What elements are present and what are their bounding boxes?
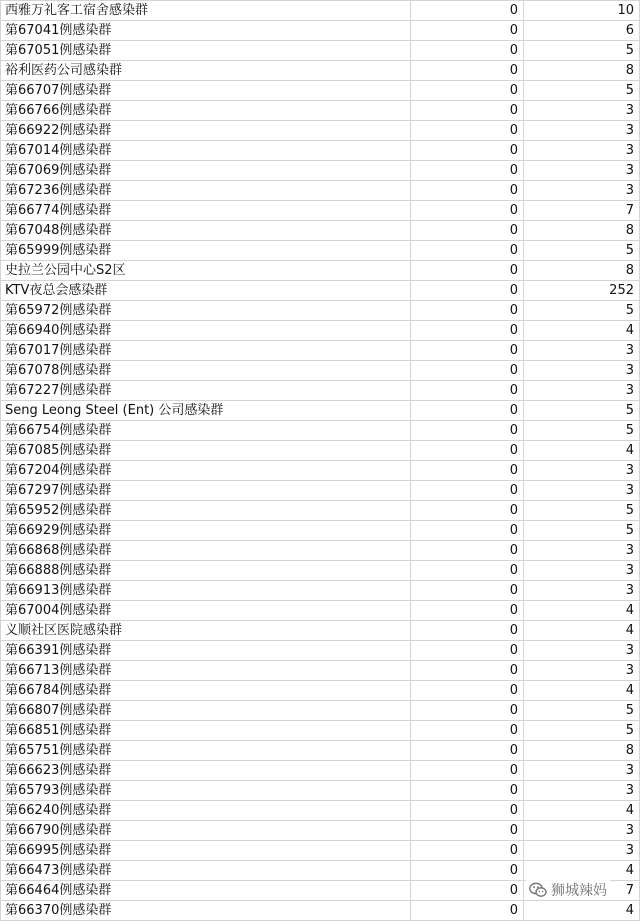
new-cases-cell[interactable]: 0: [411, 141, 524, 161]
total-cases-cell[interactable]: 4: [524, 681, 640, 701]
table-row: [1, 541, 640, 561]
new-cases-cell[interactable]: 0: [411, 401, 524, 421]
cluster-name-cell[interactable]: 第66707例感染群: [1, 81, 411, 101]
cluster-name-cell[interactable]: 第66464例感染群: [1, 881, 411, 901]
total-cases-cell[interactable]: 5: [524, 521, 640, 541]
new-cases-cell[interactable]: 0: [411, 441, 524, 461]
new-cases-cell[interactable]: 0: [411, 221, 524, 241]
total-cases-cell[interactable]: 4: [524, 861, 640, 881]
table-row: [1, 61, 640, 81]
table-row: [1, 661, 640, 681]
table-row: [1, 221, 640, 241]
table-row: [1, 601, 640, 621]
new-cases-cell[interactable]: 0: [411, 861, 524, 881]
total-cases-cell[interactable]: 8: [524, 221, 640, 241]
cluster-name-cell[interactable]: 第65751例感染群: [1, 741, 411, 761]
table-row: [1, 701, 640, 721]
total-cases-cell[interactable]: 3: [524, 161, 640, 181]
table-row: [1, 561, 640, 581]
total-cases-cell[interactable]: 4: [524, 621, 640, 641]
new-cases-cell[interactable]: 0: [411, 541, 524, 561]
new-cases-cell[interactable]: 0: [411, 81, 524, 101]
new-cases-cell[interactable]: 0: [411, 721, 524, 741]
table-row: [1, 41, 640, 61]
cluster-name-cell[interactable]: 第65952例感染群: [1, 501, 411, 521]
total-cases-cell[interactable]: 3: [524, 461, 640, 481]
cluster-name-cell[interactable]: 第66807例感染群: [1, 701, 411, 721]
total-cases-cell[interactable]: 3: [524, 361, 640, 381]
table-row: [1, 321, 640, 341]
new-cases-cell[interactable]: 0: [411, 781, 524, 801]
cluster-name-cell[interactable]: 第66754例感染群: [1, 421, 411, 441]
total-cases-cell[interactable]: 3: [524, 541, 640, 561]
table-row: [1, 681, 640, 701]
table-row: [1, 241, 640, 261]
cluster-name-cell[interactable]: 史拉兰公园中心S2区: [1, 261, 411, 281]
cluster-name-cell[interactable]: 义顺社区医院感染群: [1, 621, 411, 641]
table-row: [1, 421, 640, 441]
cluster-name-cell[interactable]: 第67085例感染群: [1, 441, 411, 461]
cluster-name-cell[interactable]: 第66623例感染群: [1, 761, 411, 781]
cluster-name-cell[interactable]: 第66913例感染群: [1, 581, 411, 601]
new-cases-cell[interactable]: 0: [411, 461, 524, 481]
total-cases-cell[interactable]: 4: [524, 601, 640, 621]
new-cases-cell[interactable]: 0: [411, 901, 524, 921]
cluster-name-cell[interactable]: 第66713例感染群: [1, 661, 411, 681]
new-cases-cell[interactable]: 0: [411, 161, 524, 181]
new-cases-cell[interactable]: 0: [411, 761, 524, 781]
new-cases-cell[interactable]: 0: [411, 501, 524, 521]
cluster-name-cell[interactable]: 第66790例感染群: [1, 821, 411, 841]
new-cases-cell[interactable]: 0: [411, 601, 524, 621]
total-cases-cell[interactable]: 4: [524, 901, 640, 921]
table-row: [1, 301, 640, 321]
cluster-name-cell[interactable]: 第67014例感染群: [1, 141, 411, 161]
cluster-name-cell[interactable]: 第67051例感染群: [1, 41, 411, 61]
total-cases-cell[interactable]: 8: [524, 61, 640, 81]
new-cases-cell[interactable]: 0: [411, 381, 524, 401]
total-cases-cell[interactable]: 8: [524, 261, 640, 281]
cluster-name-cell[interactable]: 第66851例感染群: [1, 721, 411, 741]
new-cases-cell[interactable]: 0: [411, 301, 524, 321]
cluster-name-cell[interactable]: 第67078例感染群: [1, 361, 411, 381]
new-cases-cell[interactable]: 0: [411, 741, 524, 761]
cluster-name-cell[interactable]: 第66391例感染群: [1, 641, 411, 661]
cluster-name-cell[interactable]: 第66240例感染群: [1, 801, 411, 821]
total-cases-cell[interactable]: 6: [524, 21, 640, 41]
cluster-name-cell[interactable]: 第66784例感染群: [1, 681, 411, 701]
table-row: [1, 721, 640, 741]
table-row: [1, 821, 640, 841]
new-cases-cell[interactable]: 0: [411, 201, 524, 221]
table-row: [1, 121, 640, 141]
cluster-name-cell[interactable]: 第67017例感染群: [1, 341, 411, 361]
total-cases-cell[interactable]: 5: [524, 721, 640, 741]
cluster-name-cell[interactable]: 裕利医药公司感染群: [1, 61, 411, 81]
total-cases-cell[interactable]: 252: [524, 281, 640, 301]
table-row: [1, 841, 640, 861]
new-cases-cell[interactable]: 0: [411, 621, 524, 641]
total-cases-cell[interactable]: 5: [524, 421, 640, 441]
total-cases-cell[interactable]: 5: [524, 241, 640, 261]
new-cases-cell[interactable]: 0: [411, 41, 524, 61]
table-row: [1, 401, 640, 421]
table-row: [1, 21, 640, 41]
cluster-name-cell[interactable]: 第67069例感染群: [1, 161, 411, 181]
total-cases-cell[interactable]: 5: [524, 81, 640, 101]
new-cases-cell[interactable]: 0: [411, 61, 524, 81]
cluster-name-cell[interactable]: 第66370例感染群: [1, 901, 411, 921]
total-cases-cell[interactable]: 3: [524, 581, 640, 601]
total-cases-cell[interactable]: 3: [524, 761, 640, 781]
table-row: [1, 761, 640, 781]
new-cases-cell[interactable]: 0: [411, 241, 524, 261]
total-cases-cell[interactable]: 3: [524, 181, 640, 201]
table-row: [1, 201, 640, 221]
cluster-name-cell[interactable]: 第67048例感染群: [1, 221, 411, 241]
total-cases-cell[interactable]: 7: [524, 201, 640, 221]
new-cases-cell[interactable]: 0: [411, 321, 524, 341]
cluster-name-cell[interactable]: 第65999例感染群: [1, 241, 411, 261]
total-cases-cell[interactable]: 5: [524, 701, 640, 721]
cluster-name-cell[interactable]: 第66888例感染群: [1, 561, 411, 581]
cluster-name-cell[interactable]: 第66922例感染群: [1, 121, 411, 141]
new-cases-cell[interactable]: 0: [411, 1, 524, 21]
table-row: [1, 341, 640, 361]
table-row: [1, 501, 640, 521]
cluster-name-cell[interactable]: 第66473例感染群: [1, 861, 411, 881]
new-cases-cell[interactable]: 0: [411, 821, 524, 841]
new-cases-cell[interactable]: 0: [411, 521, 524, 541]
new-cases-cell[interactable]: 0: [411, 641, 524, 661]
table-row: [1, 521, 640, 541]
table-row: [1, 641, 640, 661]
table-row: [1, 161, 640, 181]
new-cases-cell[interactable]: 0: [411, 181, 524, 201]
table-row: [1, 181, 640, 201]
total-cases-cell[interactable]: 3: [524, 341, 640, 361]
table-row: [1, 361, 640, 381]
total-cases-cell[interactable]: 3: [524, 141, 640, 161]
watermark: [526, 880, 610, 900]
new-cases-cell[interactable]: 0: [411, 581, 524, 601]
table-row: [1, 581, 640, 601]
new-cases-cell[interactable]: 0: [411, 421, 524, 441]
total-cases-cell[interactable]: 3: [524, 641, 640, 661]
table-row: [1, 781, 640, 801]
total-cases-cell[interactable]: 3: [524, 121, 640, 141]
table-row: [1, 381, 640, 401]
cluster-name-cell[interactable]: 第65793例感染群: [1, 781, 411, 801]
table-row: [1, 461, 640, 481]
new-cases-cell[interactable]: 0: [411, 281, 524, 301]
total-cases-cell[interactable]: 5: [524, 501, 640, 521]
new-cases-cell[interactable]: 0: [411, 21, 524, 41]
cluster-name-cell[interactable]: 第66766例感染群: [1, 101, 411, 121]
cluster-name-cell[interactable]: KTV夜总会感染群: [1, 281, 411, 301]
cluster-name-cell[interactable]: 第67204例感染群: [1, 461, 411, 481]
total-cases-cell[interactable]: 4: [524, 801, 640, 821]
total-cases-cell[interactable]: 3: [524, 561, 640, 581]
new-cases-cell[interactable]: 0: [411, 341, 524, 361]
total-cases-cell[interactable]: 4: [524, 441, 640, 461]
table-row: [1, 741, 640, 761]
total-cases-cell[interactable]: 3: [524, 661, 640, 681]
table-row: [1, 801, 640, 821]
new-cases-cell[interactable]: 0: [411, 561, 524, 581]
new-cases-cell[interactable]: 0: [411, 881, 524, 901]
table-row: [1, 441, 640, 461]
total-cases-cell[interactable]: 8: [524, 741, 640, 761]
total-cases-cell[interactable]: 5: [524, 301, 640, 321]
cluster-name-cell[interactable]: Seng Leong Steel (Ent) 公司感染群: [1, 401, 411, 421]
table-row: [1, 281, 640, 301]
total-cases-cell[interactable]: 5: [524, 401, 640, 421]
cluster-name-cell[interactable]: 第67297例感染群: [1, 481, 411, 501]
total-cases-cell[interactable]: 5: [524, 41, 640, 61]
cluster-name-cell[interactable]: 第67004例感染群: [1, 601, 411, 621]
cluster-name-cell[interactable]: 第66995例感染群: [1, 841, 411, 861]
table-row: [1, 901, 640, 921]
new-cases-cell[interactable]: 0: [411, 101, 524, 121]
cluster-name-cell[interactable]: 第65972例感染群: [1, 301, 411, 321]
new-cases-cell[interactable]: 0: [411, 361, 524, 381]
new-cases-cell[interactable]: 0: [411, 681, 524, 701]
new-cases-cell[interactable]: 0: [411, 121, 524, 141]
new-cases-cell[interactable]: 0: [411, 661, 524, 681]
new-cases-cell[interactable]: 0: [411, 841, 524, 861]
cluster-name-cell[interactable]: 第67236例感染群: [1, 181, 411, 201]
table-row: [1, 141, 640, 161]
total-cases-cell[interactable]: 4: [524, 321, 640, 341]
new-cases-cell[interactable]: 0: [411, 481, 524, 501]
table-row: [1, 621, 640, 641]
total-cases-cell[interactable]: 7: [524, 881, 640, 901]
cluster-name-cell[interactable]: 第67227例感染群: [1, 381, 411, 401]
table-row: [1, 1, 640, 21]
wechat-icon: [529, 882, 547, 898]
table-row: [1, 481, 640, 501]
total-cases-cell[interactable]: 3: [524, 821, 640, 841]
total-cases-cell[interactable]: 10: [524, 1, 640, 21]
table-row: [1, 81, 640, 101]
total-cases-cell[interactable]: 3: [524, 101, 640, 121]
table-row: [1, 261, 640, 281]
cluster-name-cell[interactable]: 第66774例感染群: [1, 201, 411, 221]
table-row: [1, 861, 640, 881]
total-cases-cell[interactable]: 3: [524, 481, 640, 501]
watermark-text: 狮城辣妈: [551, 883, 607, 899]
total-cases-cell[interactable]: 3: [524, 381, 640, 401]
cluster-name-cell[interactable]: 第66929例感染群: [1, 521, 411, 541]
new-cases-cell[interactable]: 0: [411, 701, 524, 721]
new-cases-cell[interactable]: 0: [411, 801, 524, 821]
cluster-name-cell[interactable]: 第66940例感染群: [1, 321, 411, 341]
total-cases-cell[interactable]: 3: [524, 781, 640, 801]
cluster-name-cell[interactable]: 西雅万礼客工宿舍感染群: [1, 1, 411, 21]
cluster-name-cell[interactable]: 第67041例感染群: [1, 21, 411, 41]
new-cases-cell[interactable]: 0: [411, 261, 524, 281]
cluster-table-body: [1, 1, 640, 921]
cluster-name-cell[interactable]: 第66868例感染群: [1, 541, 411, 561]
total-cases-cell[interactable]: 3: [524, 841, 640, 861]
table-row: [1, 101, 640, 121]
